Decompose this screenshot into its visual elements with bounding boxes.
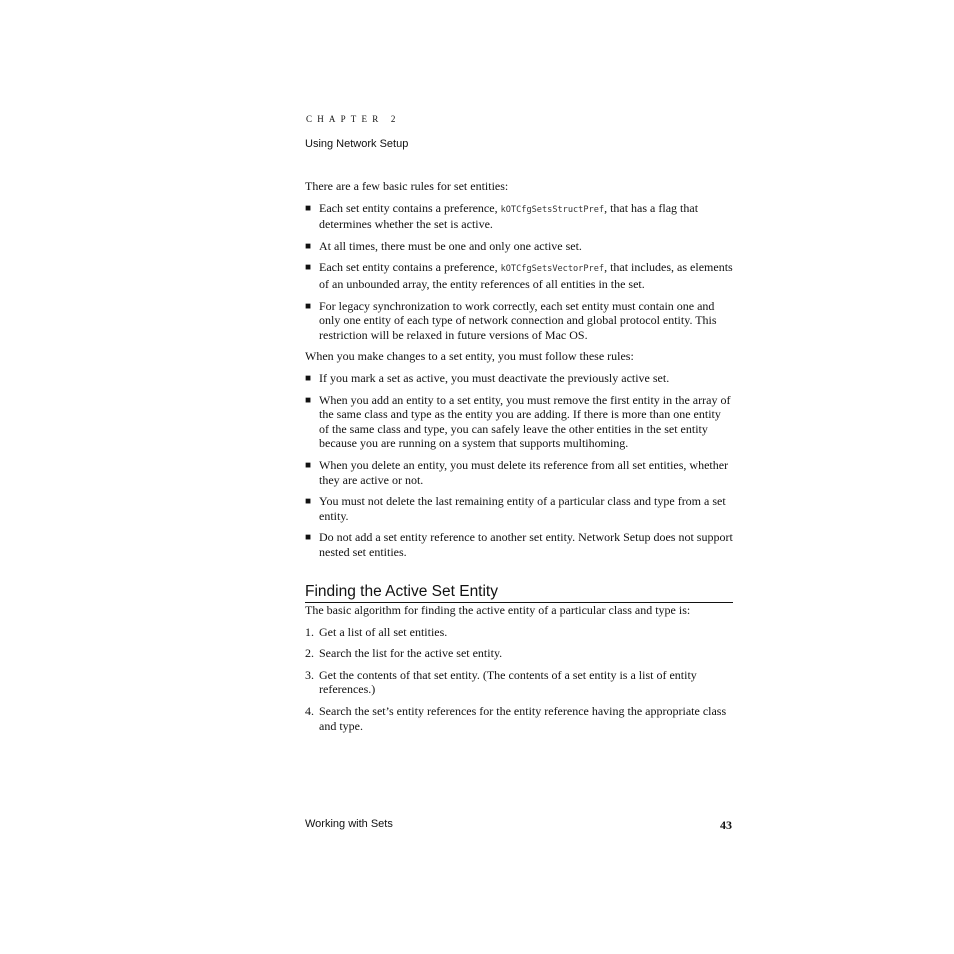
bullet-icon: ■ <box>305 262 312 274</box>
algorithm-steps-list <box>305 625 733 734</box>
list-item <box>305 704 733 733</box>
list-item <box>305 299 733 343</box>
section-intro-paragraph: The basic algorithm for finding the active entity of a particular class and type is: <box>305 603 691 618</box>
set-entity-rules-list <box>305 201 733 343</box>
bullet-icon: ■ <box>305 394 312 406</box>
bullet-icon: ■ <box>305 459 312 471</box>
step-number: 3. <box>305 667 314 682</box>
list-item-text: Each set entity contains a preference, kOTCfgSetsStructPref, that has a flag that determines whether the set is active. <box>319 200 699 232</box>
list-item-text: You must not delete the last remaining entity of a particular class and type from a set entity. <box>319 494 726 523</box>
page-body <box>305 179 733 740</box>
bullet-icon: ■ <box>305 300 312 312</box>
intro-paragraph: There are a few basic rules for set entities: <box>305 179 509 193</box>
list-item <box>305 393 733 451</box>
step-text: Get a list of all set entities. <box>319 624 448 639</box>
step-number: 1. <box>305 624 314 639</box>
footer-section-name: Working with Sets <box>305 818 393 830</box>
list-item-text: Each set entity contains a preference, kOTCfgSetsVectorPref, that includes, as elements of an unbounded array, the entity references of all entities in the set. <box>319 260 733 291</box>
list-item <box>305 458 733 487</box>
bullet-icon: ■ <box>305 202 312 214</box>
list-item <box>305 239 733 254</box>
bullet-icon: ■ <box>305 496 312 508</box>
list-item-text: Do not add a set entity reference to another set entity. Network Setup does not support nested set entities. <box>319 530 733 559</box>
list-item <box>305 625 733 640</box>
page-number: 43 <box>720 818 732 832</box>
list-item-text: At all times, there must be one and only one active set. <box>319 238 582 253</box>
code-constant: kOTCfgSetsStructPref <box>500 204 605 215</box>
change-rules-intro: When you make changes to a set entity, you must follow these rules: <box>305 349 634 364</box>
list-item <box>305 201 733 232</box>
list-item-text: If you mark a set as active, you must deactivate the previously active set. <box>319 370 670 385</box>
list-item <box>305 260 733 291</box>
bullet-icon: ■ <box>305 240 312 252</box>
step-text: Get the contents of that set entity. (The contents of a set entity is a list of entity references.) <box>319 667 697 697</box>
step-text: Search the set’s entity references for the entity reference having the appropriate class and type. <box>319 704 727 733</box>
section-heading: Finding the Active Set Entity <box>305 585 733 603</box>
bullet-icon: ■ <box>305 372 312 384</box>
list-item <box>305 668 733 697</box>
list-item <box>305 646 733 661</box>
chapter-label: CHAPTER 2 <box>306 114 401 124</box>
list-item-text: When you add an entity to a set entity, you must remove the first entity in the array of the same class and type as the entity you are adding. If there is more than one entity of the same class and type, you can safely leave the other entities in the set entity because you are running on a system that supports multihoming. <box>319 392 731 451</box>
list-item <box>305 494 733 523</box>
list-item <box>305 530 733 559</box>
list-item-text: When you delete an entity, you must delete its reference from all set entities, whether they are active or not. <box>319 457 729 487</box>
step-text: Search the list for the active set entity. <box>319 646 503 661</box>
list-item-text: For legacy synchronization to work correctly, each set entity must contain one and only one entity of each type of network connection and global protocol entity. This restriction will be relaxed in future versions of Mac OS. <box>319 298 717 342</box>
step-number: 2. <box>305 646 314 661</box>
code-constant: kOTCfgSetsVectorPref <box>500 264 605 275</box>
running-head: Using Network Setup <box>305 138 409 150</box>
change-rules-list <box>305 371 733 560</box>
bullet-icon: ■ <box>305 532 312 544</box>
list-item <box>305 371 733 386</box>
step-number: 4. <box>305 704 314 719</box>
